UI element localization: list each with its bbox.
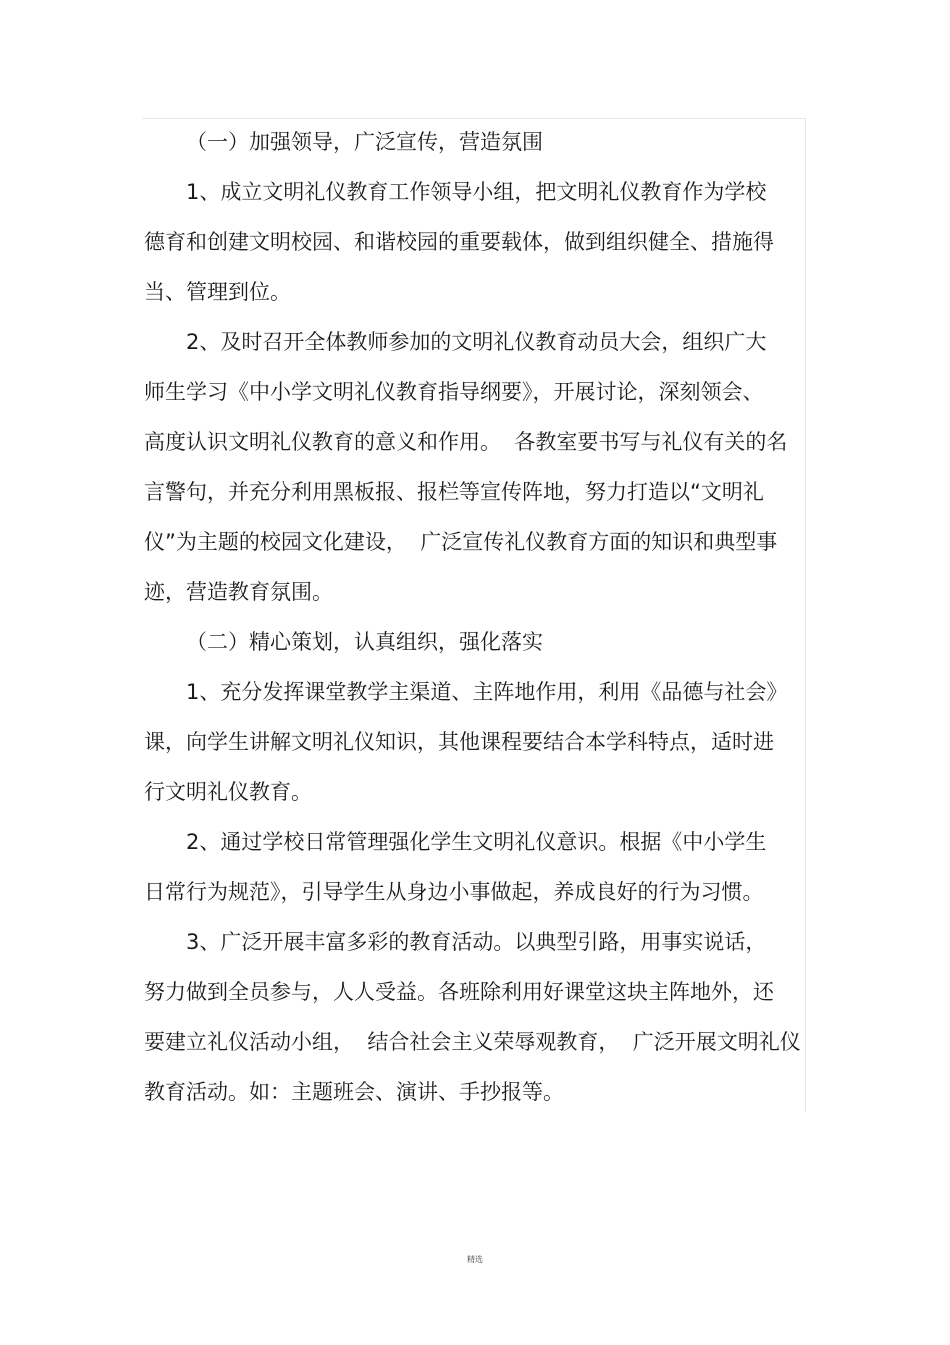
text-line: 日常行为规范》，引导学生从身边小事做起，养成良好的行为习惯。 [144, 880, 764, 904]
text-line: 行文明礼仪教育。 [144, 780, 312, 804]
text-line: 3、广泛开展丰富多彩的教育活动。以典型引路，用事实说话， [186, 930, 767, 954]
page-footer: 精选 [467, 1255, 483, 1264]
text-line: 努力做到全员参与，人人受益。各班除利用好课堂这块主阵地外，还 [144, 980, 774, 1004]
text-line: 2、通过学校日常管理强化学生文明礼仪意识。根据《中小学生 [186, 830, 767, 854]
text-line: 德育和创建文明校园、和谐校园的重要载体，做到组织健全、措施得 [144, 230, 774, 254]
text-line: 要建立礼仪活动小组， 结合社会主义荣辱观教育， 广泛开展文明礼仪 [144, 1030, 801, 1054]
text-line: 当、管理到位。 [144, 280, 291, 304]
text-line: 仪”为主题的校园文化建设， 广泛宣传礼仪教育方面的知识和典型事 [144, 530, 778, 554]
text-line: 师生学习《中小学文明礼仪教育指导纲要》，开展讨论，深刻领会、 [144, 380, 764, 404]
text-line: （二）精心策划，认真组织，强化落实 [186, 630, 543, 654]
text-line: （一）加强领导，广泛宣传，营造氛围 [186, 130, 543, 154]
text-line: 课，向学生讲解文明礼仪知识，其他课程要结合本学科特点，适时进 [144, 730, 774, 754]
text-line: 高度认识文明礼仪教育的意义和作用。 各教室要书写与礼仪有关的名 [144, 430, 788, 454]
text-line: 迹，营造教育氛围。 [144, 580, 333, 604]
text-line: 1、充分发挥课堂教学主渠道、主阵地作用，利用《品德与社会》 [186, 680, 788, 704]
text-line: 言警句，并充分利用黑板报、报栏等宣传阵地，努力打造以“文明礼 [144, 480, 764, 504]
text-line: 教育活动。如：主题班会、演讲、手抄报等。 [144, 1080, 564, 1104]
text-line: 1、成立文明礼仪教育工作领导小组，把文明礼仪教育作为学校 [186, 180, 767, 204]
document-body [144, 117, 804, 1117]
text-line: 2、及时召开全体教师参加的文明礼仪教育动员大会，组织广大 [186, 330, 767, 354]
